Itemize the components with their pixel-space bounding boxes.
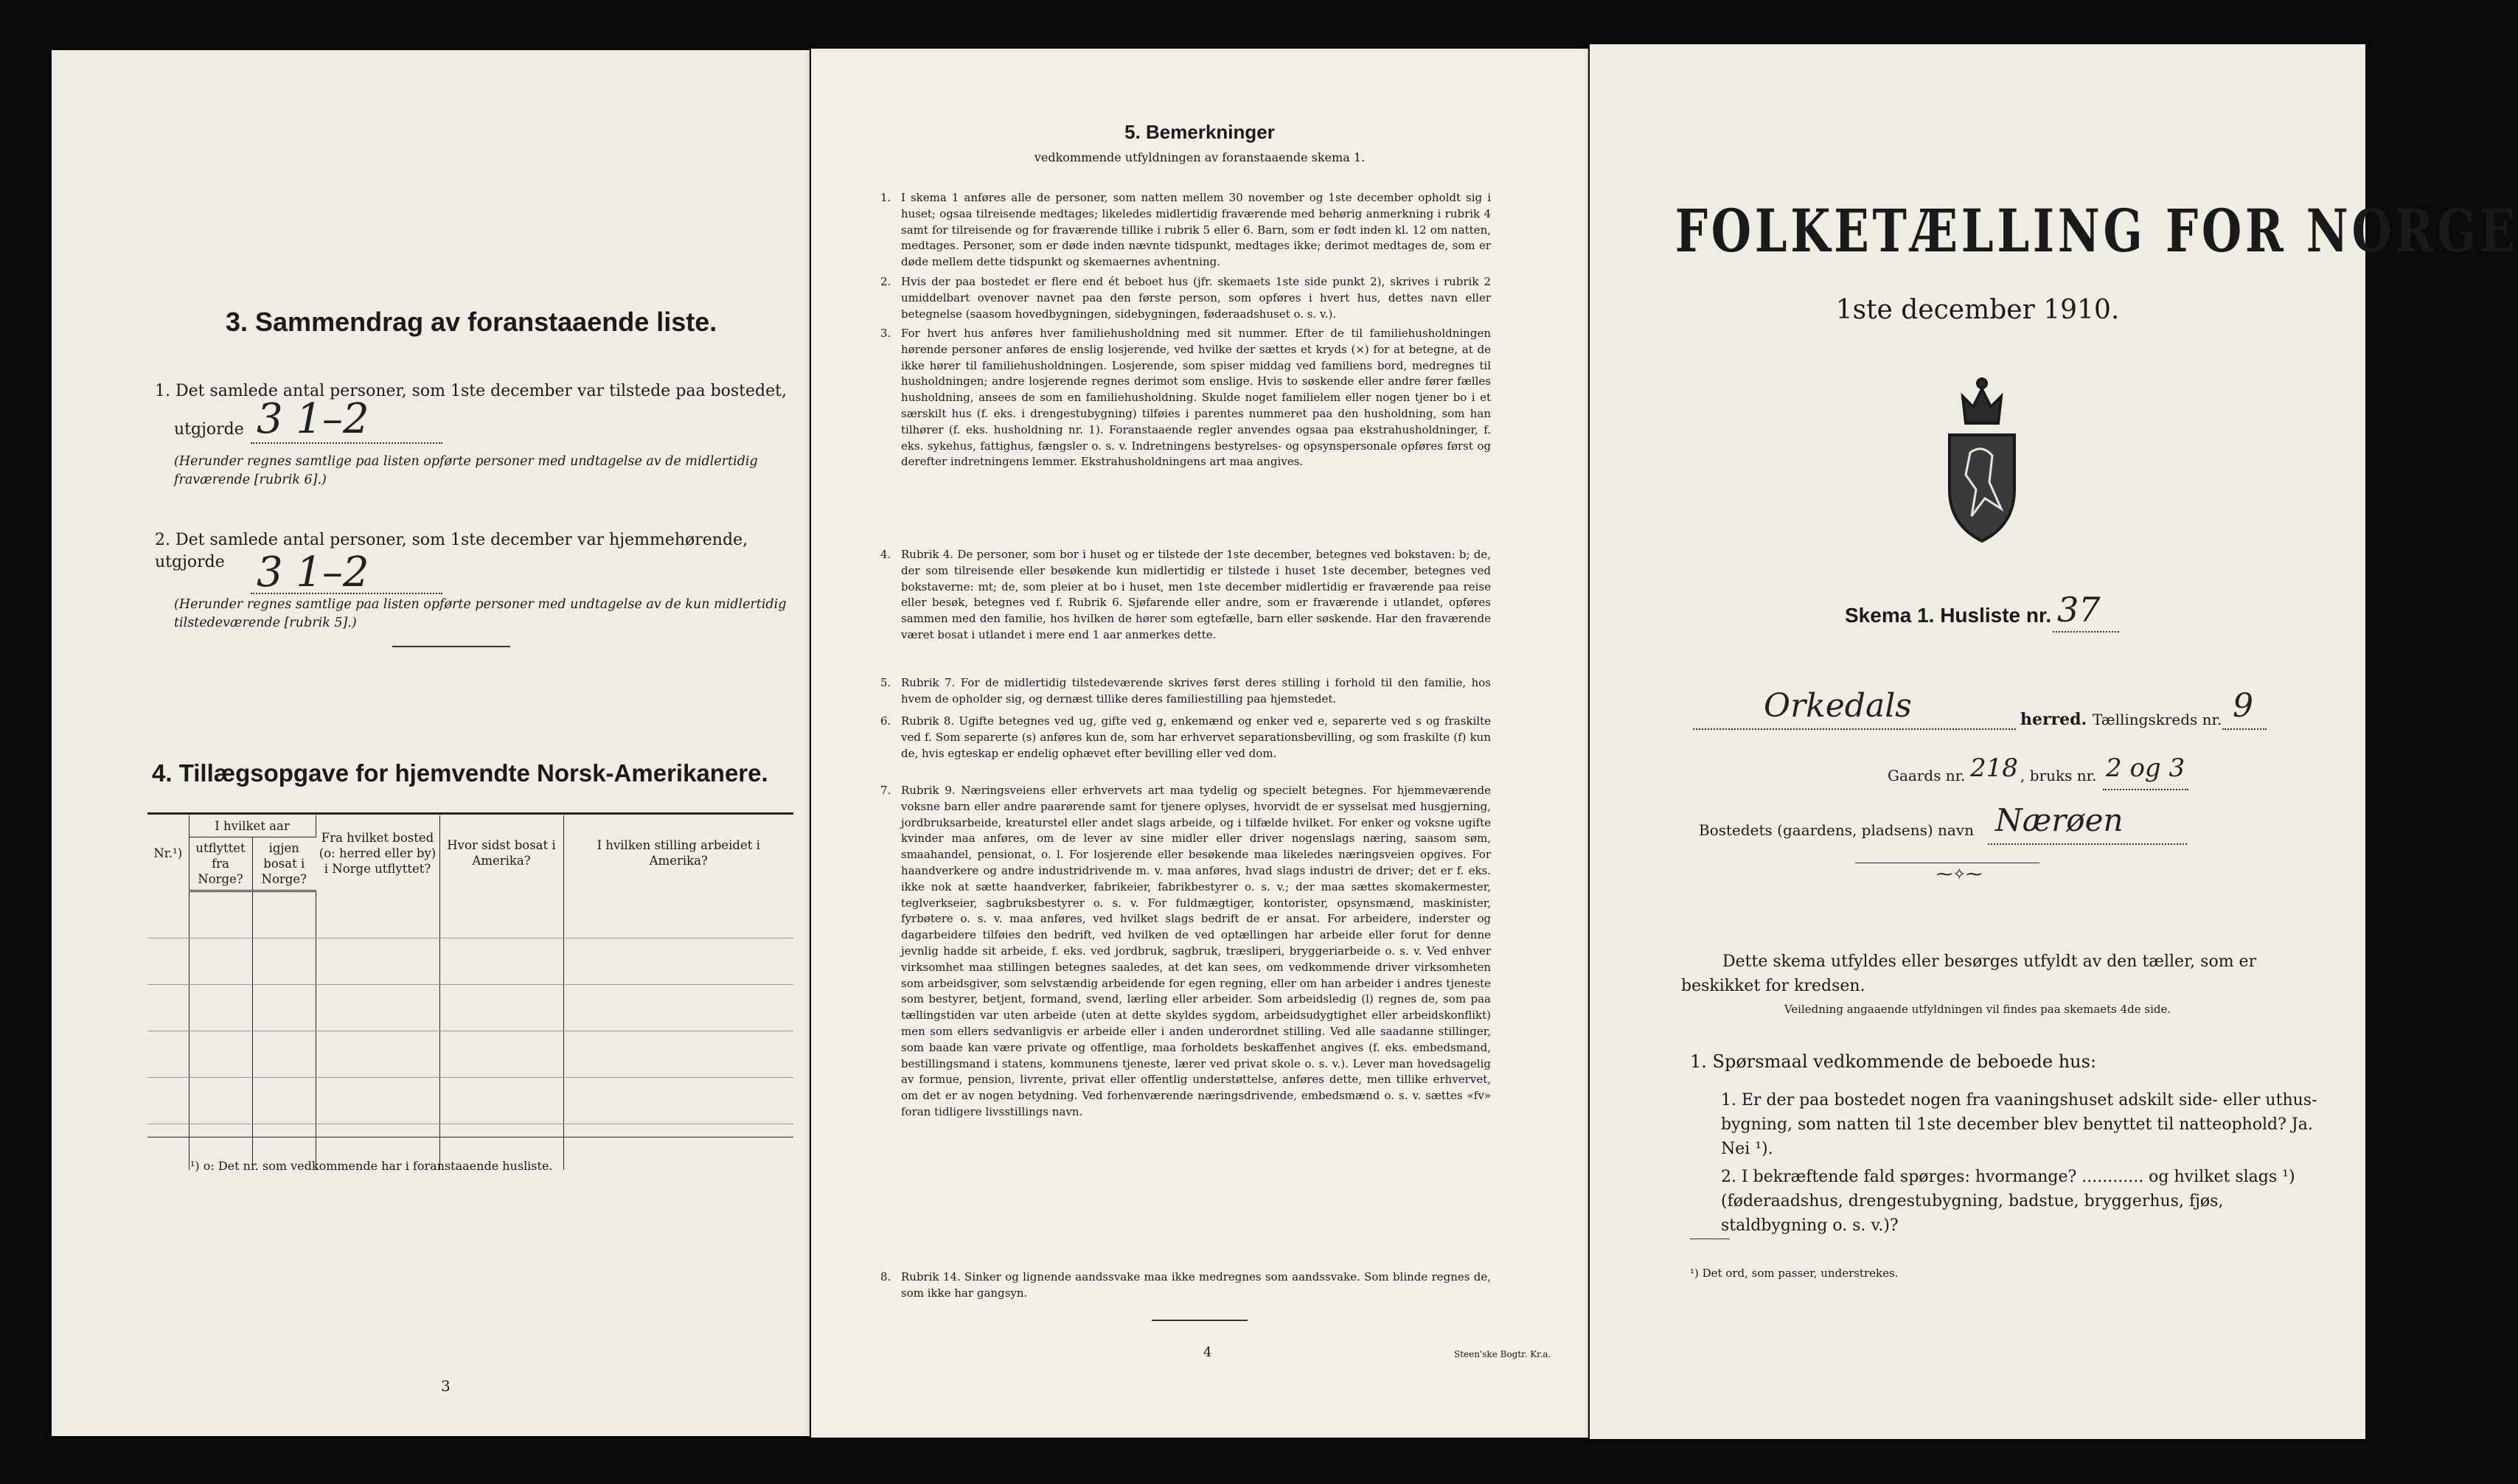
left-page [52, 50, 810, 1436]
remarks-title: 5. Bemerkninger [1124, 121, 1275, 143]
census-date: 1ste december 1910. [1835, 295, 2120, 325]
bruks-label: , bruks nr. [2020, 767, 2097, 784]
remark-4: 4. Rubrik 4. De personer, som bor i huset og er tilstede der 1ste december, betegnes ved bokstaven: b; de, der som tilreisende eller besøkende kun midlertidig er tilstede i huset 1ste december, betegnes ved bokstaverne: mt; de, som pleier at bo i huset, men 1ste december midlertidig er fraværende paa reise eller besøk, betegnes ved f. Rubrik 6. Sjøfarende eller andre, som er fraværende i utlandet, opføres sammen med den familie, hos hvilken de hører som egtefælle, barn eller søskende. Har den fraværende været bosat i utlandet i mere end 1 aar anmerkes dette. [880, 548, 1491, 641]
schema-label: Skema 1. Husliste nr. [1845, 604, 2052, 627]
section3-item1-note: (Herunder regnes samtlige paa listen opførte personer med undtagelse av de midlertidig fraværende [rubrik 6].) [174, 454, 758, 487]
col-stilling: I hvilken stilling arbeidet i Amerika? [597, 838, 760, 868]
census-title: FOLKETÆLLING FOR NORGE [1674, 196, 2518, 265]
table-row [147, 985, 793, 1031]
table-row [147, 891, 793, 938]
table-bottom-rule [147, 1137, 793, 1138]
section4-footnote: ¹) o: Det nr. som vedkommende har i foranstaaende husliste. [190, 1159, 553, 1173]
remark-3: 3. For hvert hus anføres hver familiehusholdning med sit nummer. Efter de til familiehusholdningen hørende personer anføres de enslig losjerende, ved hvilke der sættes et kryds (×) for at betegne, at de ikke hører til familiehusholdningen. Losjerende, som spiser middag ved familiens bord, medregnes til husholdningen; andre losjerende regnes derimot som enslige. Hvis to søskende eller andre fører fælles husholdning, ansees de som en familiehusholdning. Skulde noget familielem eller nogen tjener bo i et særskilt hus (f. eks. i drengestubygning) tilføies i parentes nummeret paa den husholdning, som han tilhører (f. eks. husholdning nr. 1). Foranstaaende regler anvendes ogsaa paa ekstrahusholdninger, f. eks. sykehus, fattighus, fængsler o. s. v. Indretningens bestyrelses- og opsynspersonale opføres først og derefter indretningens lemmer. Ekstrahusholdningens art maa angives. [880, 327, 1491, 469]
dotted-line [2053, 631, 2119, 633]
bruks-nr: 2 og 3 [2106, 753, 2185, 783]
coat-of-arms-icon [1933, 372, 2031, 548]
col-nr: Nr.¹) [147, 815, 189, 891]
right-page [1590, 44, 2518, 1439]
remark-8: 8. Rubrik 14. Sinker og lignende aandssvake maa ikke medregnes som aandssvake. Som blinde regnes de, som ikke har gangsyn. [880, 1270, 1491, 1300]
middle-page [811, 49, 1588, 1438]
table-row [147, 1078, 793, 1124]
herred-label: herred. [2020, 710, 2087, 729]
section3-item2-handwritten: 3 1–2 [257, 548, 369, 596]
dotted-line [1988, 843, 2187, 845]
bosted-label: Bostedets (gaardens, pladsens) navn [1699, 821, 1974, 839]
remarks-subtitle: vedkommende utfyldningen av foranstaaende skema 1. [1034, 150, 1366, 164]
dotted-line [251, 442, 442, 444]
norsk-amerikanere-table [147, 815, 793, 1170]
page-number: 4 [1203, 1345, 1212, 1360]
bosted-name: Nærøen [1995, 802, 2124, 838]
question-heading: 1. Spørsmaal vedkommende de beboede hus: [1690, 1051, 2097, 1072]
divider [392, 646, 510, 647]
section3-title: 3. Sammendrag av foranstaaende liste. [226, 307, 717, 337]
question-1: 1. Er der paa bostedet nogen fra vaaningshuset adskilt side- eller uthus-bygning, som natten til 1ste december blev benyttet til natteophold? Ja. Nei ¹). [1721, 1091, 2317, 1158]
section3-item2: 2. Det samlede antal personer, som 1ste december var hjemmehørende, utgjorde [155, 531, 748, 571]
kreds-label: Tællingskreds nr. [2093, 711, 2222, 728]
table-row [147, 1031, 793, 1078]
col-fra-bosted: Fra hvilket bosted (o: herred eller by) i Norge utflyttet? [316, 815, 439, 891]
dotted-line [2222, 728, 2267, 730]
kreds-nr: 9 [2233, 687, 2253, 725]
section3-item1-handwritten: 3 1–2 [257, 395, 369, 443]
gaards-nr: 218 [1970, 753, 2018, 783]
herred-line [1693, 728, 2016, 730]
col-group-year: I hvilket aar [189, 815, 316, 837]
col-igjen-bosat: igjen bosat i Norge? [252, 837, 316, 891]
remark-7: 7. Rubrik 9. Næringsveiens eller erhvervets art maa tydelig og specielt betegnes. For hjemmeværende voksne barn eller andre paarørende samt for tjenere oplyses, hvorvidt de er sysselsat med husgjerning, jordbruksarbeide, kreaturstel eller andet slags arbeide, og i tilfælde hvilket. For enker og voksne ugifte kvinder maa anføres, om de lever av sine midler eller driver nogenslags næring, saasom søm, smaahandel, pensionat, o. l. For losjerende eller besøkende maa likeledes næringsveien opgives. For haandverkere og andre industridrivende m. v. maa anføres, hvad slags industri de driver; det er f. eks. ikke nok at sætte haandverker, fabrikeier, fabrikbestyrer o. s. v.; der maa sættes skomakermester, teglverkseier, sagbruksbestyrer o. s. v. For fuldmægtiger, kontorister, opsynsmænd, maskinister, fyrbøtere o. s. v. maa anføres, ved hvilket slags bedrift de er ansat. For arbeidere, inderster og dagarbeidere tilføies den bedrift, ved hvilken de ved optællingen har arbeide eller forut for denne jevnlig hadde sit arbeide, f. eks. ved jordbruk, sagbruk, træsliperi, bryggeriarbeide o. s. v. Ved enhver virksomhet maa stillingen betegnes saaledes, at det kan sees, om vedkommende driver virksomheten som arbeidsgiver, som selvstændig arbeidende for egen regning, eller om han arbeider i andres tjeneste som bestyrer, betjent, formand, svend, lærling eller arbeider. Som arbeidsledig (l) regnes de, som paa tællingstiden var uten arbeide (uten at dette skyldes sygdom, arbeidsudygtighet eller arbeidskonflikt) men som ellers sedvanligvis er arbeide eller i anden underordnet stilling. Ved alle saadanne stillinger, som baade kan være private og offentlige, maa forholdets beskaffenhet angives (f. eks. embedsmand, bestillingsmand i statens, kommunens tjeneste, lærer ved privat skole o. s. v.). Lever man hovedsagelig av formue, pension, livrente, privat eller offentlig understøttelse, anføres dette, men tillike erhvervet, om det er av nogen betydning. Ved forhenværende næringsdrivende, embedsmænd o. s. v. sættes «fv» foran tidligere livsstillings navn. [880, 784, 1491, 1118]
herred-name: Orkedals [1764, 687, 1912, 725]
section3-item2-note: (Herunder regnes samtlige paa listen opførte personer med undtagelse av de kun midlertidig tilstedeværende [rubrik 5].) [174, 597, 787, 630]
remark-1: 1. I skema 1 anføres alle de personer, som natten mellem 30 november og 1ste december opholdt sig i huset; ogsaa tilreisende medtages; likeledes midlertidig fraværende med behørig anmerkning i rubrik 4 samt for tilreisende og for fraværende tillike i rubrik 5 eller 6. Barn, som er født inden kl. 12 om natten, medtages. Personer, som er døde inden nævnte tidspunkt, medtages ikke; derimot medtages de, som er døde mellem dette tidspunkt og skemaernes avhentning. [880, 191, 1491, 269]
question-2: 2. I bekræftende fald spørges: hvormange? ............ og hvilket slags ¹) (føderaadshus, drengestubygning, badstue, bryggerhus, fjøs, staldbygning o. s. v.)? [1721, 1168, 2295, 1235]
printer-mark: Steen'ske Bogtr. Kr.a. [1454, 1349, 1551, 1359]
gaards-label: Gaards nr. [1888, 767, 1966, 784]
col-utflyttet: utflyttet fra Norge? [189, 837, 252, 891]
husliste-nr: 37 [2057, 590, 2101, 630]
remark-5: 5. Rubrik 7. For de midlertidig tilstedeværende skrives først deres stilling i forhold til den familie, hos hvem de opholder sig, og dernæst tillike deres familiestilling paa hjemstedet. [880, 676, 1491, 706]
divider [1152, 1320, 1248, 1321]
section4-title: 4. Tillægsopgave for hjemvendte Norsk-Amerikanere. [152, 759, 768, 787]
remark-2: 2. Hvis der paa bostedet er flere end ét beboet hus (jfr. skemaets 1ste side punkt 2), skrives i rubrik 2 umiddelbart ovenover navnet paa den første person, som opføres i hvert hus, dettes navn eller betegnelse (saasom hovedbygningen, sidebygningen, føderaadshuset o. s. v.). [880, 275, 1491, 321]
section3-item1-utgjorde: utgjorde [174, 420, 244, 439]
table-top-rule [147, 812, 793, 815]
page-number: 3 [441, 1377, 451, 1395]
intro-text: Dette skema utfyldes eller besørges utfyldt av den tæller, som er beskikket for kredsen. [1681, 952, 2257, 995]
dotted-line [251, 593, 442, 594]
col-sidst-bosat: Hvor sidst bosat i Amerika? [439, 815, 563, 891]
section3-item1: 1. Det samlede antal personer, som 1ste december var tilstede paa bostedet, [155, 382, 787, 400]
ornament-icon: ⁓✧⁓ [1936, 865, 1983, 884]
remark-6: 6. Rubrik 8. Ugifte betegnes ved ug, gifte ved g, enkemænd og enker ved e, separerte ved s og fraskilte ved f. Som separerte (s) anføres kun de, som har erhvervet separationsbevilling, og som fraskilte (f) kun de, hvis egteskap er endelig ophævet efter bevilling eller ved dom. [880, 714, 1491, 760]
table-row [147, 938, 793, 985]
right-footnote: ¹) Det ord, som passer, understrekes. [1690, 1267, 1899, 1280]
dotted-line [2103, 789, 2188, 790]
intro-guidance: Veiledning angaaende utfyldningen vil findes paa skemaets 4de side. [1784, 1003, 2171, 1016]
